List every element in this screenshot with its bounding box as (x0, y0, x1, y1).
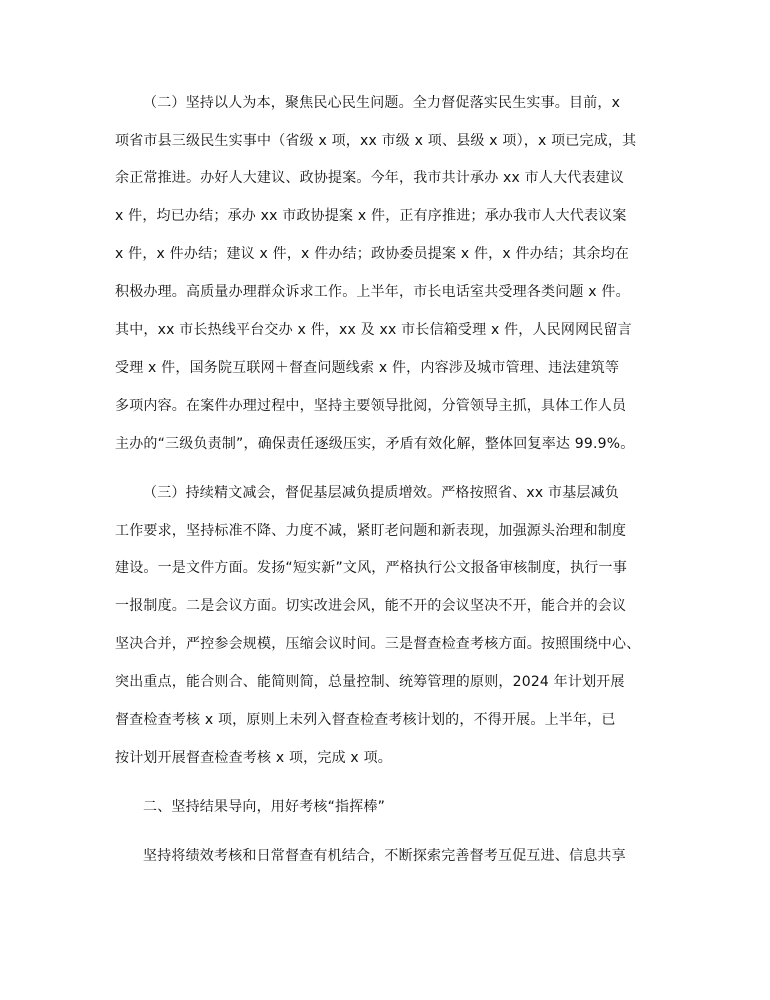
paragraph-1-line-9: 多项内容。在案件办理过程中，坚持主要领导批阅，分管领导主抓，具体工作人员 (115, 398, 627, 414)
paragraph-2-line-1: （三）持续精文减会，督促基层减负提质增效。严格按照省、xx 市基层减负 (143, 485, 620, 501)
paragraph-1-line-2: 项省市县三级民生实事中（省级 x 项，xx 市级 x 项、县级 x 项），x 项已完成，其 (115, 133, 637, 149)
paragraph-1-line-7: 其中，xx 市长热线平台交办 x 件，xx 及 xx 市长信箱受理 x 件，人民网网民留言 (115, 322, 632, 338)
paragraph-1-line-3: 余正常推进。办好人大建议、政协提案。今年，我市共计承办 xx 市人大代表建议 (115, 170, 625, 186)
paragraph-1-line-1: （二）坚持以人为本，聚焦民心民生问题。全力督促落实民生实事。目前，x (143, 95, 621, 111)
paragraph-2-line-8: 按计划开展督查检查考核 x 项，完成 x 项。 (115, 750, 392, 766)
paragraph-1-line-6: 积极办理。高质量办理群众诉求工作。上半年，市长电话室共受理各类问题 x 件。 (115, 284, 630, 300)
paragraph-1-line-10: 主办的“三级负责制”，确保责任逐级压实，矛盾有效化解，整体回复率达 99.9%。 (115, 436, 635, 452)
paragraph-1-line-8: 受理 x 件，国务院互联网＋督查问题线索 x 件，内容涉及城市管理、违法建筑等 (115, 360, 620, 376)
paragraph-2-line-7: 督查检查考核 x 项，原则上未列入督查检查考核计划的，不得开展。上半年，已 (115, 712, 616, 728)
paragraph-2-line-4: 一报制度。二是会议方面。切实改进会风，能不开的会议坚决不开，能合并的会议 (115, 598, 627, 614)
section-heading: 二、坚持结果导向，用好考核“指挥棒” (143, 799, 386, 815)
paragraph-2-line-5: 坚决合并，严控参会规模，压缩会议时间。三是督查检查考核方面。按照围绕中心、 (115, 636, 641, 652)
paragraph-1-line-5: x 件，x 件办结；建议 x 件，x 件办结；政协委员提案 x 件，x 件办结；其余均在 (115, 246, 630, 262)
paragraph-2-line-3: 建设。一是文件方面。发扬“短实新”文风，严格执行公文报备审核制度，执行一事 (115, 560, 627, 576)
paragraph-2-line-6: 突出重点，能合则合、能简则简，总量控制、统筹管理的原则，2024 年计划开展 (115, 674, 625, 690)
paragraph-1-line-4: x 件，均已办结；承办 xx 市政协提案 x 件，正有序推进；承办我市人大代表议案 (115, 208, 627, 224)
paragraph-4-line-1: 坚持将绩效考核和日常督查有机结合，不断探索完善督考互促互进、信息共享 (143, 848, 626, 864)
paragraph-2-line-2: 工作要求，坚持标准不降、力度不减，紧盯老问题和新表现，加强源头治理和制度 (115, 523, 627, 539)
